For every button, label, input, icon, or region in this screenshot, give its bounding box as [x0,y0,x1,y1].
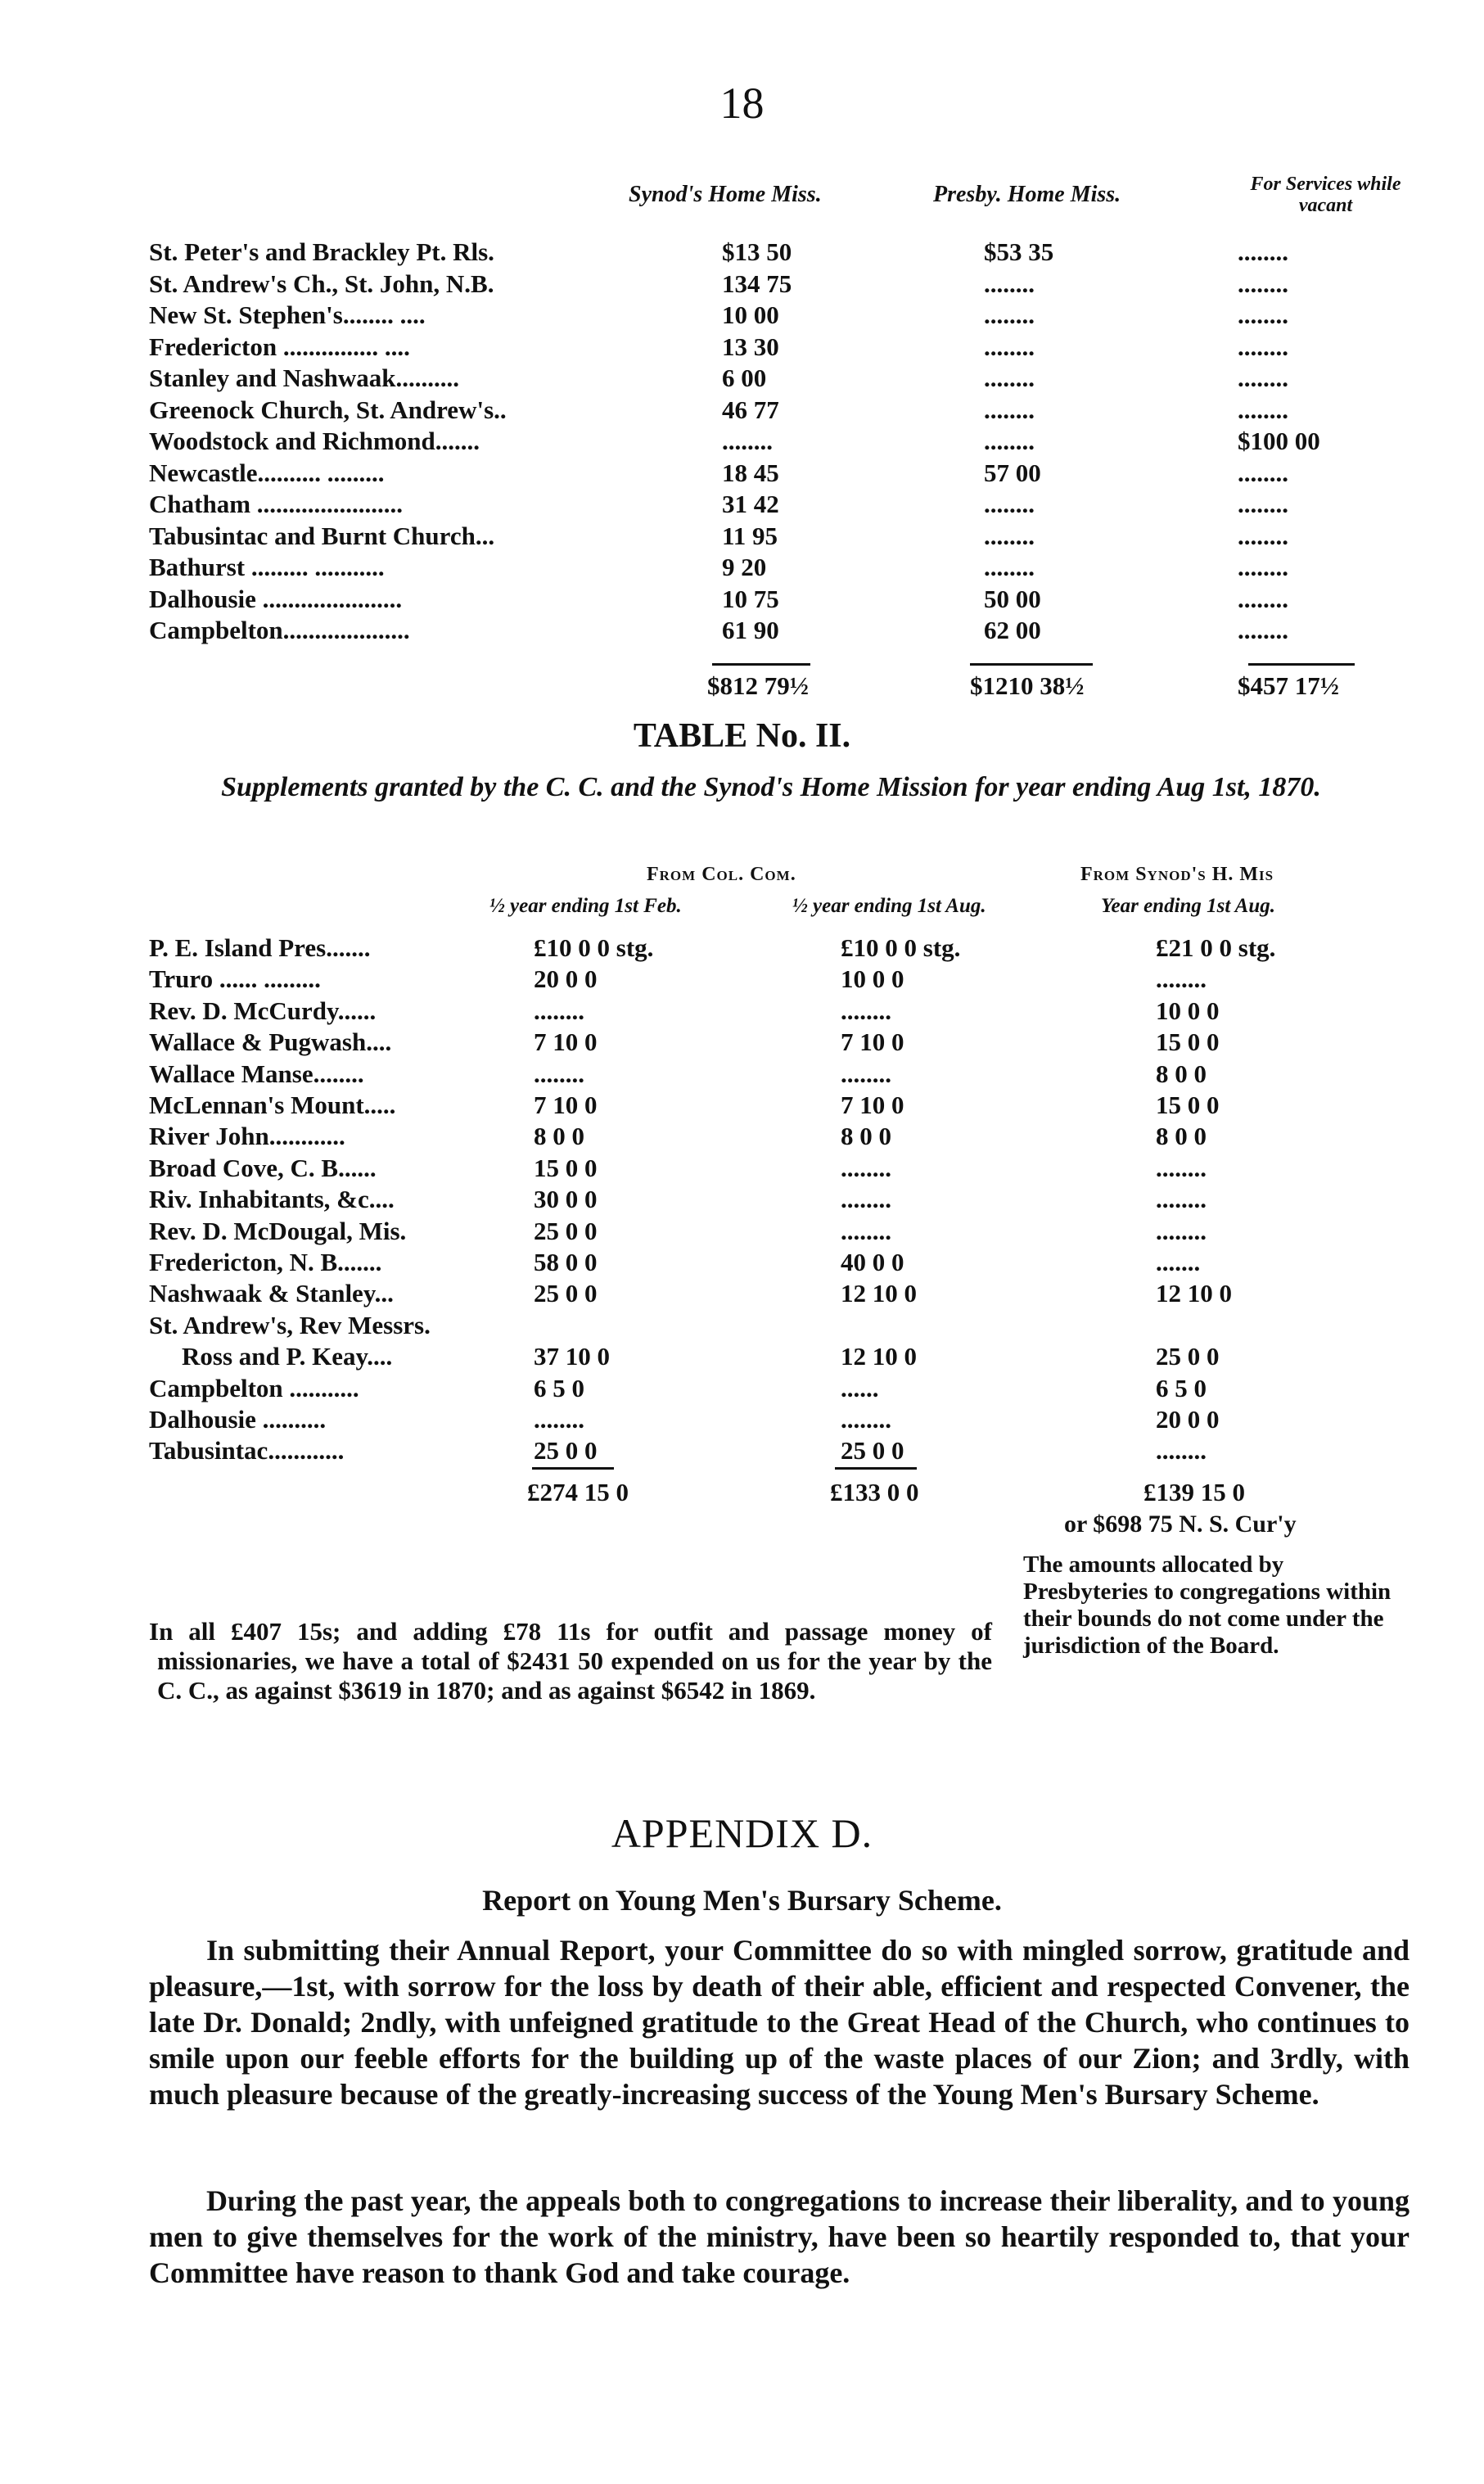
table1-services-value: ........ [1238,364,1288,392]
table1-row [149,427,1426,458]
report-title: Report on Young Men's Bursary Scheme. [482,1884,1002,1917]
col-header-presby-home-miss: Presby. Home Miss. [933,182,1121,207]
table1-services-value: ........ [1238,616,1288,644]
table1-row-name: Campbelton.................... [149,616,410,644]
table1-row-name: Tabusintac and Burnt Church... [149,521,495,550]
table2-aug-value: 25 0 0 [841,1436,904,1466]
sum-rule-3 [1248,663,1355,666]
table2-feb-value: 30 0 0 [534,1185,598,1214]
table1-row-name: New St. Stephen's........ .... [149,300,426,329]
table1-synods-value: 13 30 [722,332,779,361]
table2-aug-value: 7 10 0 [841,1027,904,1057]
table1-presby-value: ........ [984,490,1035,518]
table2-row [149,964,1426,995]
group-header-col-com: From Col. Com. [647,864,796,885]
conversion-note: or $698 75 N. S. Cur'y [1064,1511,1297,1538]
table2-feb-value: £10 0 0 stg. [534,933,654,962]
table2-row [149,1059,1426,1090]
table1-services-value: $100 00 [1238,427,1320,455]
table2-feb-value: 37 10 0 [534,1342,610,1371]
table2-aug-value: ........ [841,1059,891,1088]
total-year: £139 15 0 [1143,1478,1245,1506]
table1-synods-value: 46 77 [722,395,779,424]
table2-aug-value: £10 0 0 stg. [841,933,961,962]
table1-synods-value: 9 20 [722,553,767,581]
table1-presby-value: ........ [984,521,1035,550]
table2-year-value: ....... [1156,1248,1201,1276]
table2-row-name: Campbelton ........... [149,1373,359,1402]
table2-row-name: Fredericton, N. B....... [149,1248,382,1276]
side-note: The amounts allocated by Presbyteries to congregations within their bounds do not come under the jurisdiction of the Board. [1023,1551,1392,1659]
table1-synods-value: $13 50 [722,237,792,266]
table2-aug-value: ........ [841,1185,891,1214]
sum-rule-a [532,1467,614,1470]
table2-row-name: Dalhousie .......... [149,1405,327,1434]
table1-synods-value: 10 75 [722,584,779,613]
table2-aug-value: ........ [841,1153,891,1182]
table2-year-value: 8 0 0 [1156,1122,1207,1151]
table1-presby-value: ........ [984,364,1035,392]
body-paragraph-1: In submitting their Annual Report, your Committee do so with mingled sorrow, gratitude and pleasure,—1st, with sorrow for the loss by death of their able, efficient and respected Convener, the late Dr. Donald; 2ndly, with unfeigned gratitude to the Great Head of the Church, who continues to smile upon our feeble efforts for the building up of the waste places of our Zion; and 3rdly, with much pleasure because of the greatly-increasing success of the Young Men's Bursary Scheme. [149,1934,1410,2111]
table2-row [149,1279,1426,1309]
table1-row [149,616,1426,647]
table2-feb-value: 7 10 0 [534,1027,598,1057]
table1-row [149,458,1426,490]
table1-services-value: ........ [1238,269,1288,298]
table2-row [149,1091,1426,1121]
sub-header-year: Year ending 1st Aug. [1101,895,1276,917]
table2-feb-value: 6 5 0 [534,1373,584,1402]
table2-aug-value: 40 0 0 [841,1248,904,1276]
table1-presby-value: ........ [984,300,1035,329]
table1-services-value: ........ [1238,490,1288,518]
table1-row-name: St. Andrew's Ch., St. John, N.B. [149,269,494,298]
table1-presby-value: ........ [984,269,1035,298]
body-paragraph-2: During the past year, the appeals both to congregations to increase their liberality, and to young men to give themselves for the work of the ministry, have been so heartily responded to, that your Committee have reason to thank God and take courage. [149,2184,1410,2289]
table2-feb-value: ........ [534,1405,584,1434]
sum-rule-b [835,1467,917,1470]
table2-row [149,1248,1426,1278]
table2-year-value: 6 5 0 [1156,1373,1207,1402]
table2-row-name: Ross and P. Keay.... [182,1342,393,1371]
table2-feb-value: ........ [534,996,584,1025]
table2-feb-value: 25 0 0 [534,1216,598,1245]
table1-row [149,395,1426,427]
table2-year-value: £21 0 0 stg. [1156,933,1276,962]
table1-row [149,553,1426,584]
col-header-services-vacant: For Services while vacant [1250,174,1401,216]
table2-aug-value: 8 0 0 [841,1122,891,1151]
table2-row [149,1436,1426,1466]
total-synods: $812 79½ [707,671,809,700]
table1-row [149,522,1426,553]
table1-row [149,364,1426,395]
table1-row [149,585,1426,616]
table2-row-name: McLennan's Mount..... [149,1091,396,1119]
table2-row-name: Rev. D. McDougal, Mis. [149,1216,407,1245]
table2-row-name: Nashwaak & Stanley... [149,1279,394,1308]
table2-subtitle: Supplements granted by the C. C. and the Synod's Home Mission for year ending Aug 1st, 1870. [221,772,1321,802]
table2-aug-value: 7 10 0 [841,1091,904,1119]
table1-services-value: ........ [1238,553,1288,581]
table2-row [149,1374,1426,1404]
table1-presby-value: 50 00 [984,584,1041,613]
table1-services-value: ........ [1238,521,1288,550]
total-aug: £133 0 0 [830,1478,919,1506]
sum-rule-2 [970,663,1093,666]
table1-row-name: Fredericton ............... .... [149,332,410,361]
table2-feb-value: 58 0 0 [534,1248,598,1276]
table2-row-name: Truro ...... ......... [149,964,321,994]
sub-header-aug: ½ year ending 1st Aug. [792,895,986,917]
total-services: $457 17½ [1238,671,1339,700]
table2-row-name: Riv. Inhabitants, &c.... [149,1185,395,1214]
table1-services-value: ........ [1238,458,1288,487]
table2-aug-value: ...... [841,1373,879,1402]
table2-year-value: 8 0 0 [1156,1059,1207,1088]
table2-row-name: Rev. D. McCurdy...... [149,996,377,1025]
table1-services-value: ........ [1238,332,1288,361]
table2-row-name: St. Andrew's, Rev Messrs. [149,1310,431,1339]
table2-feb-value: 7 10 0 [534,1091,598,1119]
table2-row [149,1185,1426,1215]
table2-year-value: ........ [1156,1185,1207,1214]
total-presby: $1210 38½ [970,671,1085,700]
table1-row [149,300,1426,332]
table1-row-name: Newcastle.......... ......... [149,458,385,487]
table1-services-value: ........ [1238,237,1288,266]
table2-row [149,1217,1426,1247]
table1-presby-value: 62 00 [984,616,1041,644]
table2-feb-value: 25 0 0 [534,1436,598,1466]
table2-summary: In all £407 15s; and adding £78 11s for outfit and passage money of missionaries, we have a total of $2431 50 expended on us for the year by the C. C., as against $3619 in 1870; and as against $6542 in 1869. [149,1617,992,1705]
table2-year-value: ........ [1156,964,1207,994]
table1-synods-value: 6 00 [722,364,767,392]
appendix-heading: APPENDIX D. [611,1810,873,1856]
group-header-synod-mis: From Synod's H. Mis [1080,864,1274,885]
table2-aug-value: ........ [841,1216,891,1245]
table2-row-name: River John............ [149,1122,345,1151]
table1-synods-value: 61 90 [722,616,779,644]
table2-feb-value: ........ [534,1059,584,1088]
table1-services-value: ........ [1238,395,1288,424]
table1-row-name: Chatham ....................... [149,490,404,518]
table2-aug-value: 12 10 0 [841,1279,917,1308]
table2-row-name: Wallace & Pugwash.... [149,1027,392,1057]
table1-synods-value: 18 45 [722,458,779,487]
table1-presby-value: $53 35 [984,237,1054,266]
table1-presby-value: ........ [984,553,1035,581]
table1-synods-value: ........ [722,427,773,455]
table2-aug-value: ........ [841,996,891,1025]
table1-services-value: ........ [1238,300,1288,329]
table2-row-name: Wallace Manse........ [149,1059,364,1088]
table1-presby-value: ........ [984,427,1035,455]
table2-row-name: P. E. Island Pres....... [149,933,371,962]
table1-row-name: Stanley and Nashwaak.......... [149,364,459,392]
table2-row [149,1122,1426,1152]
table1-presby-value: ........ [984,395,1035,424]
table2-year-value: ........ [1156,1216,1207,1245]
table2-row [149,933,1426,964]
table1-synods-value: 134 75 [722,269,792,298]
table2-year-value: 20 0 0 [1156,1405,1220,1434]
table2-year-value: 15 0 0 [1156,1091,1220,1119]
table2-aug-value: 12 10 0 [841,1342,917,1371]
table2-year-value: ........ [1156,1153,1207,1182]
table2-aug-value: 10 0 0 [841,964,904,994]
table2-totals [149,1478,1426,1508]
table2-feb-value: 25 0 0 [534,1279,598,1308]
table2-row [149,1154,1426,1184]
table1-services-value: ........ [1238,584,1288,613]
table1-row [149,332,1426,364]
sum-rule-1 [712,663,810,666]
table1-row [149,490,1426,521]
table1-synods-value: 10 00 [722,300,779,329]
total-feb: £274 15 0 [527,1478,629,1506]
table2-year-value: 10 0 0 [1156,996,1220,1025]
table1-presby-value: 57 00 [984,458,1041,487]
table2-row [149,996,1426,1027]
table2-title: TABLE No. II. [633,717,851,755]
table1-row [149,269,1426,300]
table2-row-name: Broad Cove, C. B...... [149,1153,377,1182]
table1-row [149,237,1426,269]
page-number: 18 [719,79,765,128]
table2-feb-value: 15 0 0 [534,1153,598,1182]
table2-row [149,1027,1426,1058]
table2-year-value: 12 10 0 [1156,1279,1232,1308]
table2-year-value: 25 0 0 [1156,1342,1220,1371]
table2-year-value: 15 0 0 [1156,1027,1220,1057]
table2-aug-value: ........ [841,1405,891,1434]
table1-row-name: Greenock Church, St. Andrew's.. [149,395,507,424]
table2-row-name: Tabusintac............ [149,1436,345,1466]
sub-header-feb: ½ year ending 1st Feb. [489,895,682,917]
table2-feb-value: 20 0 0 [534,964,598,994]
table2-year-value: ........ [1156,1436,1207,1466]
col-header-synods-home-miss: Synod's Home Miss. [629,182,822,207]
table1-row-name: Dalhousie ...................... [149,584,403,613]
table1-synods-value: 11 95 [722,521,778,550]
table1-totals [149,671,1426,702]
table1-row-name: Bathurst ......... ........... [149,553,385,581]
table1-row-name: St. Peter's and Brackley Pt. Rls. [149,237,494,266]
table1-row-name: Woodstock and Richmond....... [149,427,480,455]
table1-presby-value: ........ [984,332,1035,361]
table2-feb-value: 8 0 0 [534,1122,584,1151]
table2-row [149,1311,1426,1341]
table1-synods-value: 31 42 [722,490,779,518]
table2-row [149,1405,1426,1435]
table2-row [149,1342,1426,1372]
